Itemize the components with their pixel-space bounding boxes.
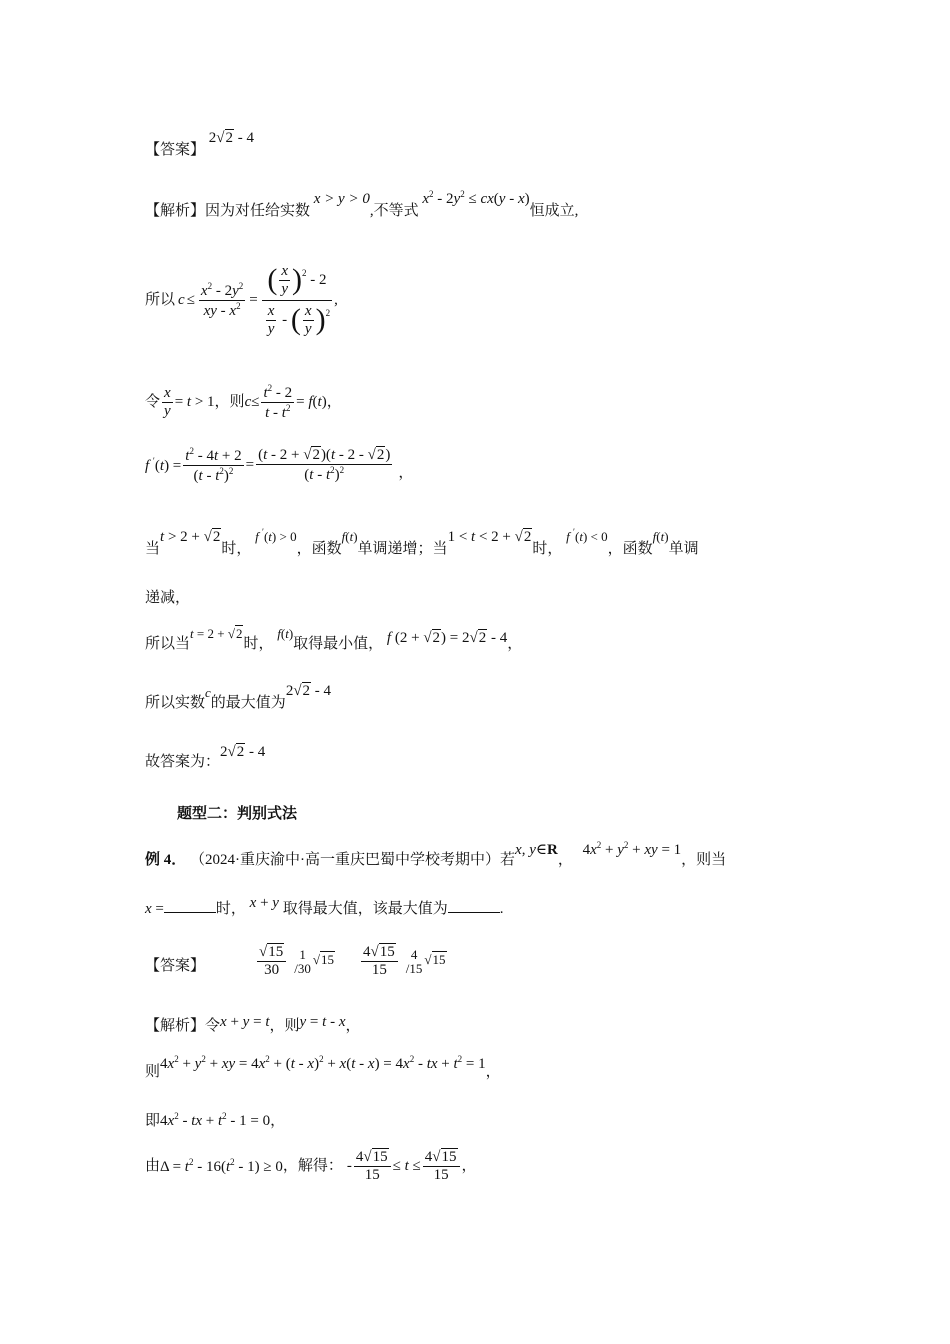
analysis-text: , (334, 291, 338, 308)
analysis-text: 时， (221, 541, 252, 557)
formula: c (178, 291, 185, 308)
example-text: . (499, 901, 504, 917)
analysis-2-line-1: 【解析】令x + y = t，则y = t - x， (145, 1014, 361, 1034)
analysis-text: 时， (243, 636, 274, 652)
example-text: 时， (215, 901, 246, 917)
analysis-text: 递减， (145, 590, 191, 606)
inequality-formula: $x^2 - 2y^2 \le cx(y - x)$ (422, 189, 530, 207)
example-4-line-1: 例 4． （2024·重庆渝中·高一重庆巴蜀中学校考期中）若x, y∈R， $4x^2 + y^2$ + xy = 1，则当 (145, 840, 727, 868)
analysis-1-line-6 (145, 591, 190, 606)
answer-blank-1[interactable] (164, 900, 216, 913)
answer-2 (145, 930, 447, 978)
analysis-text: 由 (145, 1157, 161, 1174)
example-text: ， (557, 852, 573, 868)
answer-value-2: $\frac{4√15}{15}$ 4 /15 √15 (363, 944, 446, 978)
analysis-text: ，则 (214, 393, 245, 410)
answer-1 (145, 130, 254, 158)
analysis-text: ，函数 (607, 541, 653, 557)
example-4-line-2: x = 时， x + y 取得最大值，该最大值为 . (145, 895, 504, 917)
analysis-1-line-2: 所以 c ≤ $\frac{x^2 - 2y^2}{xy - x^2}$ = ( $\frac{x}{y}$ )$^2$ - 2 $\frac{x}{y}$ - ( $\frac{x}{y}$ )$^2$ , (145, 262, 338, 337)
fraction: $\frac{x^2 - 2y^2}{xy - x^2}$ (200, 280, 244, 319)
section-heading: 题型二：判别式法 (177, 805, 298, 822)
analysis-text: ， (270, 1113, 286, 1129)
answer-label: 【答案】 (145, 142, 206, 158)
analysis-text: 因为对任给实数 (205, 203, 311, 219)
analysis-text: 令 (205, 1018, 221, 1034)
analysis-text: 恒成立, (529, 203, 579, 219)
analysis-text: 当 (145, 541, 161, 557)
analysis-label: 【解析】 (145, 1018, 206, 1034)
analysis-label: 【解析】 (145, 203, 206, 219)
analysis-text: 所以实数 (145, 695, 206, 711)
answer-value: 2√2 - 4 (208, 130, 254, 146)
condition-formula: x > y > 0 (313, 191, 370, 207)
example-text: ，则当 (681, 852, 727, 868)
analysis-text: ,不等式 (369, 203, 419, 219)
analysis-1-line-7: 所以当t = 2 + √2时， f(t)取得最小值， f (2 + √2) = 2√2 - 4， (145, 626, 523, 652)
analysis-1-line-1 (145, 189, 579, 219)
answer-blank-2[interactable] (448, 900, 500, 913)
analysis-text: ，解得： (282, 1157, 343, 1174)
example-source: （2024·重庆渝中·高一重庆巴蜀中学校考期中）若 (190, 852, 516, 868)
analysis-text: 所以 (145, 291, 176, 308)
analysis-1-line-4: f ′(t) = $\frac{t^2 - 4t + 2}{(t - t^2)^2}$ = $\frac{(t - 2 + √2)(t - 2 - √2)}{(t - t^2)^2}$ ， (145, 445, 414, 484)
analysis-text: ， (507, 636, 523, 652)
analysis-2-line-3: 即$4x^2$ - tx + $t^2 - 1 = 0$， (145, 1111, 286, 1129)
analysis-2-line-4: 由 $\Delta = t^2 - 16(t^2 - 1) \ge 0$ ，解得： - $\frac{4√15}{15}$ ≤ t ≤ $\frac{4√15}{15}$ ， (145, 1148, 477, 1183)
analysis-1-line-8: 所以实数c的最大值为2√2 - 4 (145, 683, 332, 711)
example-label: 例 4． (145, 852, 187, 868)
analysis-text: ， (398, 464, 414, 481)
analysis-1-line-3: 令 $\frac{x}{y}$ = t > 1 ，则 c ≤ $\frac{t^2 - 2}{t - t^2}$ = f(t) ， (145, 382, 342, 421)
analysis-text: ， (485, 1064, 501, 1080)
analysis-text: 单调 (668, 541, 699, 557)
analysis-text: ， (326, 393, 342, 410)
analysis-text: 时， (532, 541, 563, 557)
analysis-1-line-9: 故答案为：2√2 - 4 (145, 744, 266, 770)
analysis-1-line-5: 当t > 2 + √2时， f ′(t) > 0，函数f(t)单调递增；当1 < t < 2 + √2时， f ′(t) < 0，函数f(t)单调 (145, 527, 699, 557)
analysis-text: 所以当 (145, 636, 191, 652)
analysis-text: ， (345, 1018, 361, 1034)
answer-label: 【答案】 (145, 958, 206, 974)
analysis-text: ， (461, 1157, 477, 1174)
analysis-2-line-2: 则$4x^2 + y^2$ + xy = $4x^2 + (t - x)^2 + x(t - x) = 4x^2$ - tx + $t^2 = 1$， (145, 1054, 501, 1080)
fraction-nested: ( $\frac{x}{y}$ )$^2$ - 2 $\frac{x}{y}$ - ( $\frac{x}{y}$ )$^2$ (262, 264, 332, 337)
analysis-text: 则 (145, 1064, 161, 1080)
answer-value-1: $\frac{√15}{30}$ 1 /30 √15 (259, 944, 335, 978)
analysis-text: 取得最小值， (293, 636, 384, 652)
analysis-text: 的最大值为 (210, 695, 286, 711)
analysis-text: 令 (145, 393, 161, 410)
analysis-text: 即 (145, 1113, 161, 1129)
analysis-text: ，函数 (296, 541, 342, 557)
analysis-text: 单调递增；当 (357, 541, 448, 557)
example-text: 取得最大值，该最大值为 (282, 901, 448, 917)
analysis-text: ，则 (269, 1018, 300, 1034)
analysis-text: 故答案为： (145, 754, 221, 770)
